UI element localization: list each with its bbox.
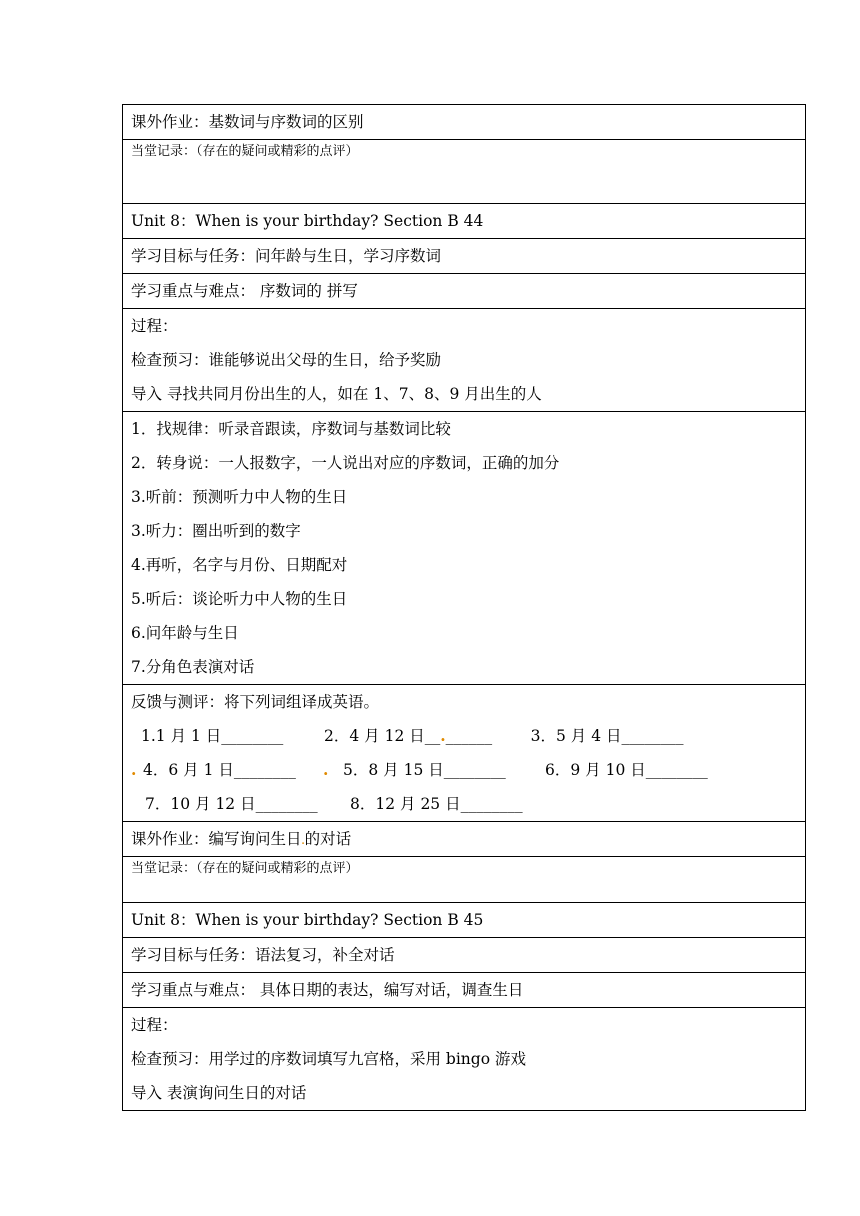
mark-dot: . — [440, 726, 446, 745]
step-item: 3.听前：预测听力中人物的生日 — [131, 488, 348, 506]
unit-row — [123, 902, 805, 937]
homework-text: 课外作业：基数词与序数词的区别 — [131, 113, 364, 131]
exercise-item: 6．9 月 10 日________ — [545, 761, 708, 779]
check-text: 检查预习：谁能够说出父母的生日，给予奖励 — [131, 351, 442, 369]
homework-text: 课外作业：编写询问生日.的对话 — [131, 830, 352, 848]
unit-title: Unit 8：When is your birthday? Section B 45 — [131, 911, 484, 929]
exercise-item: ______ — [445, 727, 493, 745]
homework-row — [123, 105, 805, 139]
exercise-line-1 — [131, 719, 805, 753]
exercise-item: 3．5 月 4 日________ — [530, 727, 684, 745]
check-text: 检查预习：用学过的序数词填写九宫格，采用 bingo 游戏 — [131, 1050, 526, 1068]
process-label: 过程： — [131, 1016, 178, 1034]
exercise-item: 4．6 月 1 日________ — [143, 761, 296, 779]
exercise-line-2 — [131, 753, 805, 787]
mark-dot: . — [131, 760, 137, 779]
record-text: 当堂记录：（存在的疑问或精彩的点评） — [131, 861, 359, 876]
unit-title: Unit 8：When is your birthday? Section B 44 — [131, 212, 484, 230]
feedback-text: 反馈与测评：将下列词组译成英语。 — [131, 693, 380, 711]
step-item: 7.分角色表演对话 — [131, 658, 255, 676]
exercise-line-3 — [131, 787, 805, 821]
step-item: 1．找规律：听录音跟读，序数词与基数词比较 — [131, 420, 451, 438]
process-row — [123, 308, 805, 411]
step-item: 3.听力：圈出听到的数字 — [131, 522, 301, 540]
exercise-item: 8．12 月 25 日________ — [350, 795, 523, 813]
process-row — [123, 1007, 805, 1110]
goal-row — [123, 238, 805, 273]
step-item: 2．转身说：一人报数字，一人说出对应的序数词，正确的加分 — [131, 454, 560, 472]
key-text: 学习重点与难点： 序数词的 拼写 — [131, 282, 358, 300]
exercise-item: 5．8 月 15 日________ — [343, 761, 506, 779]
intro-text: 导入 寻找共同月份出生的人，如在 1、7、8、9 月出生的人 — [131, 385, 542, 403]
unit-row — [123, 203, 805, 238]
exercise-item: 2．4 月 12 日__ — [324, 727, 441, 745]
key-row — [123, 273, 805, 308]
mark-dot: . — [323, 760, 329, 779]
record-row — [123, 139, 805, 203]
intro-text: 导入 表演询问生日的对话 — [131, 1084, 307, 1102]
key-text: 学习重点与难点： 具体日期的表达，编写对话，调查生日 — [131, 981, 524, 999]
step-item: 5.听后：谈论听力中人物的生日 — [131, 590, 348, 608]
exercise-item: 1.1 月 1 日________ — [141, 727, 284, 745]
mark-dot: . — [301, 837, 305, 847]
steps-row — [123, 411, 805, 684]
goal-text: 学习目标与任务：问年龄与生日，学习序数词 — [131, 247, 442, 265]
homework-row — [123, 821, 805, 856]
step-item: 4.再听，名字与月份、日期配对 — [131, 556, 348, 574]
goal-row — [123, 937, 805, 972]
goal-text: 学习目标与任务：语法复习，补全对话 — [131, 946, 395, 964]
record-text: 当堂记录：（存在的疑问或精彩的点评） — [131, 144, 359, 159]
feedback-row — [123, 684, 805, 821]
exercise-item: 7．10 月 12 日________ — [145, 795, 318, 813]
step-item: 6.问年龄与生日 — [131, 624, 239, 642]
lesson-plan-table — [122, 104, 806, 1111]
record-row — [123, 856, 805, 902]
key-row — [123, 972, 805, 1007]
process-label: 过程： — [131, 317, 178, 335]
